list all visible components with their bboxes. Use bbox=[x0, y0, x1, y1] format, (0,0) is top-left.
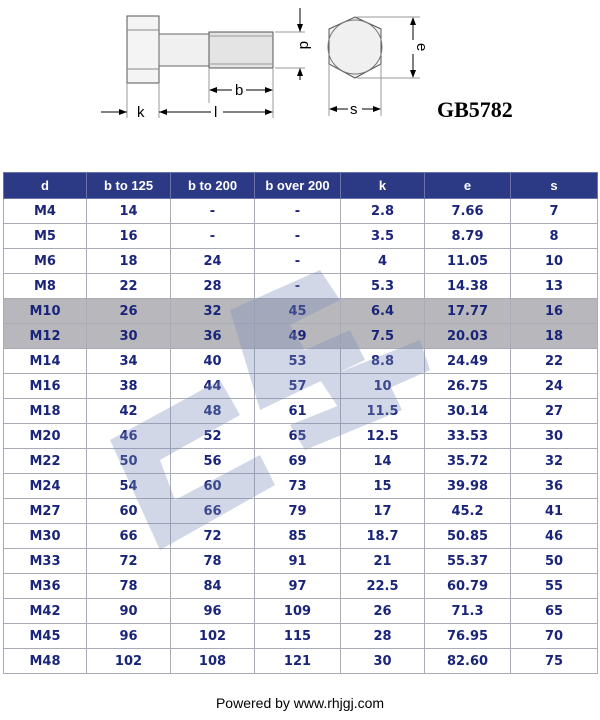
value-cell: 72 bbox=[171, 524, 255, 549]
value-cell: 15 bbox=[341, 474, 425, 499]
table-row bbox=[4, 224, 598, 249]
size-cell: M42 bbox=[4, 599, 87, 624]
value-cell: 56 bbox=[171, 449, 255, 474]
label-s: s bbox=[350, 101, 358, 118]
value-cell: 12.5 bbox=[341, 424, 425, 449]
value-cell: - bbox=[255, 224, 341, 249]
value-cell: 79 bbox=[255, 499, 341, 524]
value-cell: 75 bbox=[511, 649, 598, 674]
value-cell: 28 bbox=[341, 624, 425, 649]
value-cell: 82.60 bbox=[425, 649, 511, 674]
value-cell: 35.72 bbox=[425, 449, 511, 474]
value-cell: 48 bbox=[171, 399, 255, 424]
size-cell: M33 bbox=[4, 549, 87, 574]
table-row bbox=[4, 499, 598, 524]
value-cell: 50 bbox=[511, 549, 598, 574]
value-cell: 16 bbox=[87, 224, 171, 249]
value-cell: 10 bbox=[511, 249, 598, 274]
value-cell: 115 bbox=[255, 624, 341, 649]
value-cell: 78 bbox=[171, 549, 255, 574]
value-cell: 108 bbox=[171, 649, 255, 674]
value-cell: 84 bbox=[171, 574, 255, 599]
value-cell: 26 bbox=[87, 299, 171, 324]
value-cell: 91 bbox=[255, 549, 341, 574]
value-cell: 26.75 bbox=[425, 374, 511, 399]
value-cell: 45.2 bbox=[425, 499, 511, 524]
value-cell: 66 bbox=[87, 524, 171, 549]
value-cell: 60 bbox=[171, 474, 255, 499]
value-cell: 121 bbox=[255, 649, 341, 674]
size-cell: M12 bbox=[4, 324, 87, 349]
value-cell: 30 bbox=[87, 324, 171, 349]
value-cell: 16 bbox=[511, 299, 598, 324]
size-cell: M6 bbox=[4, 249, 87, 274]
column-header: b over 200 bbox=[255, 173, 341, 199]
value-cell: 45 bbox=[255, 299, 341, 324]
table-row bbox=[4, 299, 598, 324]
value-cell: 46 bbox=[511, 524, 598, 549]
size-cell: M5 bbox=[4, 224, 87, 249]
table-row bbox=[4, 199, 598, 224]
value-cell: 14 bbox=[341, 449, 425, 474]
size-cell: M22 bbox=[4, 449, 87, 474]
value-cell: - bbox=[171, 224, 255, 249]
footer-credit: Powered by www.rhjgj.com bbox=[215, 695, 385, 711]
table-row bbox=[4, 574, 598, 599]
value-cell: 61 bbox=[255, 399, 341, 424]
value-cell: 54 bbox=[87, 474, 171, 499]
value-cell: 57 bbox=[255, 374, 341, 399]
spec-table bbox=[3, 172, 598, 674]
value-cell: 32 bbox=[171, 299, 255, 324]
value-cell: - bbox=[255, 274, 341, 299]
size-cell: M8 bbox=[4, 274, 87, 299]
value-cell: 3.5 bbox=[341, 224, 425, 249]
value-cell: 33.53 bbox=[425, 424, 511, 449]
label-k: k bbox=[137, 104, 145, 121]
value-cell: 109 bbox=[255, 599, 341, 624]
label-b: b bbox=[235, 82, 244, 99]
value-cell: 8.79 bbox=[425, 224, 511, 249]
value-cell: 39.98 bbox=[425, 474, 511, 499]
value-cell: 24.49 bbox=[425, 349, 511, 374]
value-cell: 53 bbox=[255, 349, 341, 374]
value-cell: 52 bbox=[171, 424, 255, 449]
value-cell: 36 bbox=[511, 474, 598, 499]
value-cell: 2.8 bbox=[341, 199, 425, 224]
value-cell: 14 bbox=[87, 199, 171, 224]
table-row bbox=[4, 399, 598, 424]
value-cell: 8.8 bbox=[341, 349, 425, 374]
label-l: l bbox=[214, 104, 218, 121]
table-row bbox=[4, 424, 598, 449]
value-cell: 18.7 bbox=[341, 524, 425, 549]
value-cell: 60 bbox=[87, 499, 171, 524]
value-cell: 22.5 bbox=[341, 574, 425, 599]
value-cell: 40 bbox=[171, 349, 255, 374]
value-cell: 28 bbox=[171, 274, 255, 299]
value-cell: 97 bbox=[255, 574, 341, 599]
size-cell: M27 bbox=[4, 499, 87, 524]
size-cell: M16 bbox=[4, 374, 87, 399]
value-cell: 85 bbox=[255, 524, 341, 549]
value-cell: 11.05 bbox=[425, 249, 511, 274]
size-cell: M4 bbox=[4, 199, 87, 224]
value-cell: - bbox=[255, 199, 341, 224]
value-cell: 24 bbox=[511, 374, 598, 399]
value-cell: 69 bbox=[255, 449, 341, 474]
value-cell: 30 bbox=[341, 649, 425, 674]
value-cell: 38 bbox=[87, 374, 171, 399]
value-cell: 90 bbox=[87, 599, 171, 624]
size-cell: M18 bbox=[4, 399, 87, 424]
size-cell: M45 bbox=[4, 624, 87, 649]
value-cell: 71.3 bbox=[425, 599, 511, 624]
value-cell: 96 bbox=[171, 599, 255, 624]
table-row bbox=[4, 624, 598, 649]
size-cell: M10 bbox=[4, 299, 87, 324]
size-cell: M20 bbox=[4, 424, 87, 449]
value-cell: 30 bbox=[511, 424, 598, 449]
value-cell: 78 bbox=[87, 574, 171, 599]
column-header: e bbox=[425, 173, 511, 199]
value-cell: 17.77 bbox=[425, 299, 511, 324]
table-row bbox=[4, 324, 598, 349]
value-cell: 18 bbox=[511, 324, 598, 349]
column-header: s bbox=[511, 173, 598, 199]
table-row bbox=[4, 274, 598, 299]
value-cell: 5.3 bbox=[341, 274, 425, 299]
value-cell: 17 bbox=[341, 499, 425, 524]
value-cell: 55.37 bbox=[425, 549, 511, 574]
label-e: e bbox=[413, 43, 430, 52]
value-cell: 4 bbox=[341, 249, 425, 274]
table-row bbox=[4, 599, 598, 624]
value-cell: 76.95 bbox=[425, 624, 511, 649]
column-header: d bbox=[4, 173, 87, 199]
value-cell: 65 bbox=[511, 599, 598, 624]
value-cell: 18 bbox=[87, 249, 171, 274]
value-cell: 70 bbox=[511, 624, 598, 649]
value-cell: 24 bbox=[171, 249, 255, 274]
value-cell: 7.5 bbox=[341, 324, 425, 349]
table-row bbox=[4, 449, 598, 474]
table-row bbox=[4, 249, 598, 274]
table-row bbox=[4, 524, 598, 549]
value-cell: 26 bbox=[341, 599, 425, 624]
value-cell: 102 bbox=[171, 624, 255, 649]
value-cell: 11.5 bbox=[341, 399, 425, 424]
value-cell: 60.79 bbox=[425, 574, 511, 599]
label-d: d bbox=[296, 41, 313, 50]
value-cell: 22 bbox=[511, 349, 598, 374]
column-header: b to 125 bbox=[87, 173, 171, 199]
value-cell: 7.66 bbox=[425, 199, 511, 224]
value-cell: 46 bbox=[87, 424, 171, 449]
size-cell: M14 bbox=[4, 349, 87, 374]
value-cell: 65 bbox=[255, 424, 341, 449]
value-cell: 41 bbox=[511, 499, 598, 524]
value-cell: 55 bbox=[511, 574, 598, 599]
table-row bbox=[4, 349, 598, 374]
value-cell: 10 bbox=[341, 374, 425, 399]
bolt-dimension-drawing bbox=[95, 8, 440, 130]
value-cell: 73 bbox=[255, 474, 341, 499]
value-cell: 96 bbox=[87, 624, 171, 649]
column-header: b to 200 bbox=[171, 173, 255, 199]
value-cell: 13 bbox=[511, 274, 598, 299]
value-cell: 27 bbox=[511, 399, 598, 424]
size-cell: M24 bbox=[4, 474, 87, 499]
value-cell: 8 bbox=[511, 224, 598, 249]
column-header: k bbox=[341, 173, 425, 199]
value-cell: - bbox=[171, 199, 255, 224]
table-row bbox=[4, 374, 598, 399]
value-cell: 22 bbox=[87, 274, 171, 299]
value-cell: 6.4 bbox=[341, 299, 425, 324]
table-row bbox=[4, 474, 598, 499]
value-cell: 66 bbox=[171, 499, 255, 524]
table-row bbox=[4, 549, 598, 574]
value-cell: 32 bbox=[511, 449, 598, 474]
value-cell: 50 bbox=[87, 449, 171, 474]
size-cell: M48 bbox=[4, 649, 87, 674]
value-cell: 50.85 bbox=[425, 524, 511, 549]
value-cell: 14.38 bbox=[425, 274, 511, 299]
value-cell: 49 bbox=[255, 324, 341, 349]
value-cell: 102 bbox=[87, 649, 171, 674]
value-cell: - bbox=[255, 249, 341, 274]
value-cell: 34 bbox=[87, 349, 171, 374]
value-cell: 20.03 bbox=[425, 324, 511, 349]
value-cell: 42 bbox=[87, 399, 171, 424]
value-cell: 30.14 bbox=[425, 399, 511, 424]
table-body bbox=[4, 199, 598, 674]
value-cell: 36 bbox=[171, 324, 255, 349]
table-header-row bbox=[4, 173, 598, 199]
size-cell: M30 bbox=[4, 524, 87, 549]
standard-title: GB5782 bbox=[437, 97, 513, 122]
size-cell: M36 bbox=[4, 574, 87, 599]
value-cell: 7 bbox=[511, 199, 598, 224]
value-cell: 21 bbox=[341, 549, 425, 574]
value-cell: 72 bbox=[87, 549, 171, 574]
value-cell: 44 bbox=[171, 374, 255, 399]
table-row bbox=[4, 649, 598, 674]
